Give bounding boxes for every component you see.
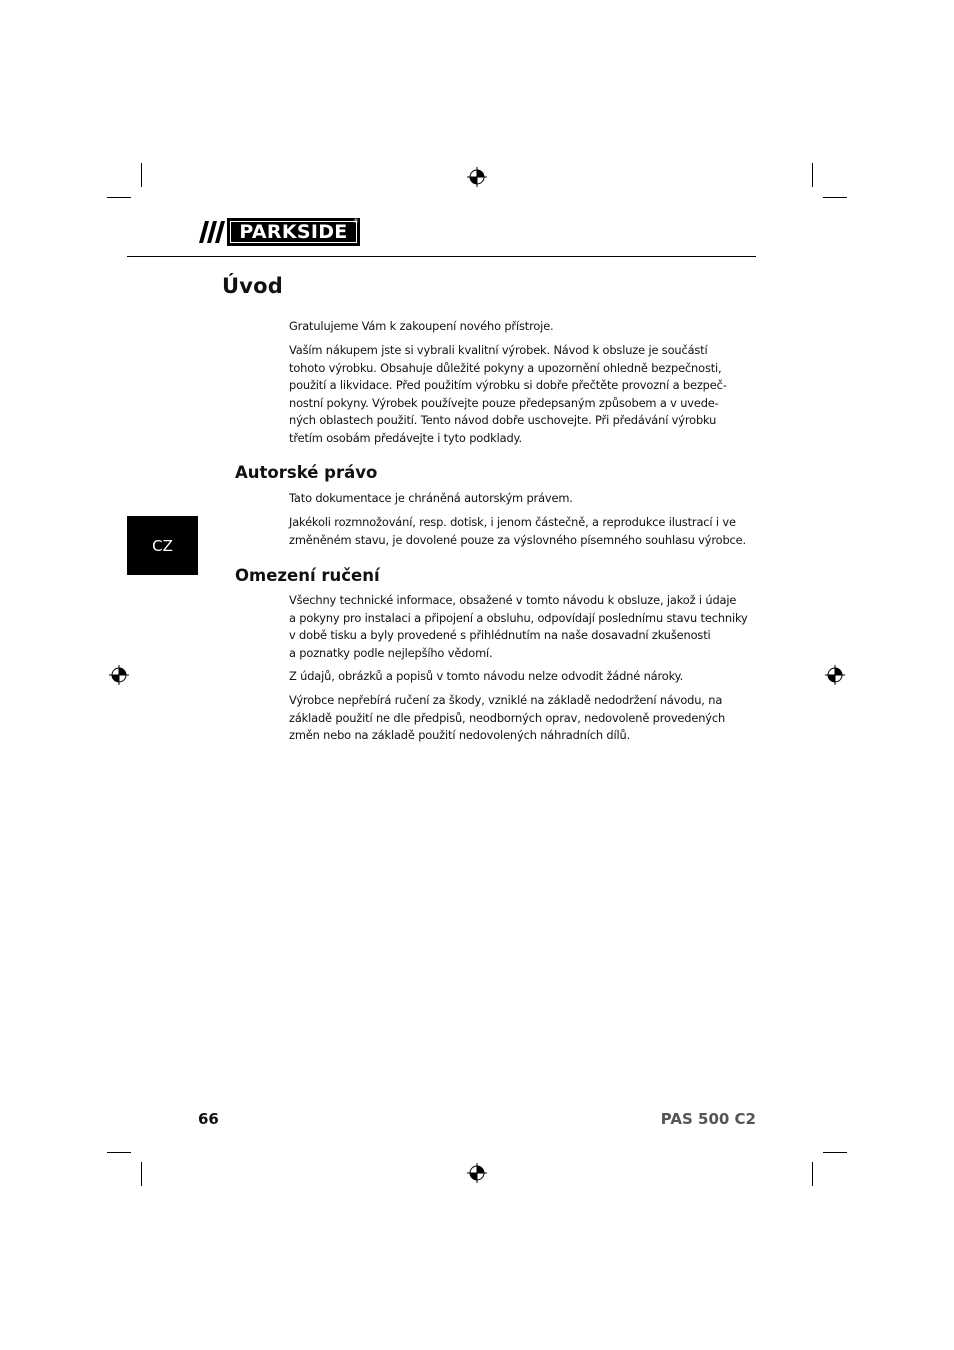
crop-mark: [107, 1152, 131, 1153]
registered-mark: ®: [353, 218, 359, 225]
logo-stripes-icon: [198, 218, 226, 246]
logo-wordmark: PARKSIDE: [230, 221, 357, 243]
crop-mark: [823, 1152, 847, 1153]
page-number: 66: [198, 1110, 219, 1128]
crop-mark: [812, 163, 813, 187]
section-heading-liability: Omezení ručení: [235, 566, 380, 585]
crop-mark: [141, 1162, 142, 1186]
liability-paragraph: Všechny technické informace, obsažené v tomto návodu k obsluze, jakož i údaje a pokyny pro instalaci a připojení a obsluhu, odpovídají poslednímu stavu techniky v době tisku a byly provedené s přihlédnutím na naše dosavadní zkušenosti a poznatky podle nejlepšího vědomí.: [289, 593, 748, 660]
language-tab: CZ: [127, 516, 198, 575]
liability-paragraph: Z údajů, obrázků a popisů v tomto návodu nelze odvodit žádné nároky.: [289, 669, 684, 683]
registration-mark-icon: [109, 665, 129, 685]
intro-paragraph: Vaším nákupem jste si vybrali kvalitní výrobek. Návod k obsluze je součástí tohoto výrobku. Obsahuje důležité pokyny a upozornění ohledně bezpečnosti, použití a likvidace. Před použitím výrobku si dobře přečtěte provozní a bezpeč- nostní pokyny. Výrobek používejte pouze předepsaným způsobem a v uvede- ných oblastech použití. Tento návod dobře uschovejte. Při předávání výrobku třetím osobám předávejte i tyto podklady.: [289, 343, 727, 445]
crop-mark: [141, 163, 142, 187]
copyright-paragraph: Jakékoli rozmnožování, resp. dotisk, i jenom částečně, a reprodukce ilustrací i ve změněném stavu, je dovolené pouze za výslovného písemného souhlasu výrobce.: [289, 515, 746, 547]
page-title: Úvod: [222, 274, 284, 298]
registration-mark-icon: [467, 1163, 487, 1183]
registration-mark-icon: [825, 665, 845, 685]
parkside-logo: [198, 218, 360, 246]
copyright-paragraph: Tato dokumentace je chráněná autorským právem.: [289, 491, 573, 505]
header-rule: [127, 256, 756, 257]
crop-mark: [107, 197, 131, 198]
registration-mark-icon: [467, 167, 487, 187]
intro-paragraph: Gratulujeme Vám k zakoupení nového přístroje.: [289, 319, 554, 333]
crop-mark: [823, 197, 847, 198]
liability-paragraph: Výrobce nepřebírá ručení za škody, vzniklé na základě nedodržení návodu, na základě použití ne dle předpisů, neodborných oprav, nedovoleně provedených změn nebo na základě použití nedovolených náhradních dílů.: [289, 693, 726, 742]
crop-mark: [812, 1162, 813, 1186]
section-heading-copyright: Autorské právo: [235, 463, 378, 482]
model-number: PAS 500 C2: [660, 1110, 756, 1128]
logo-box: [227, 218, 360, 246]
